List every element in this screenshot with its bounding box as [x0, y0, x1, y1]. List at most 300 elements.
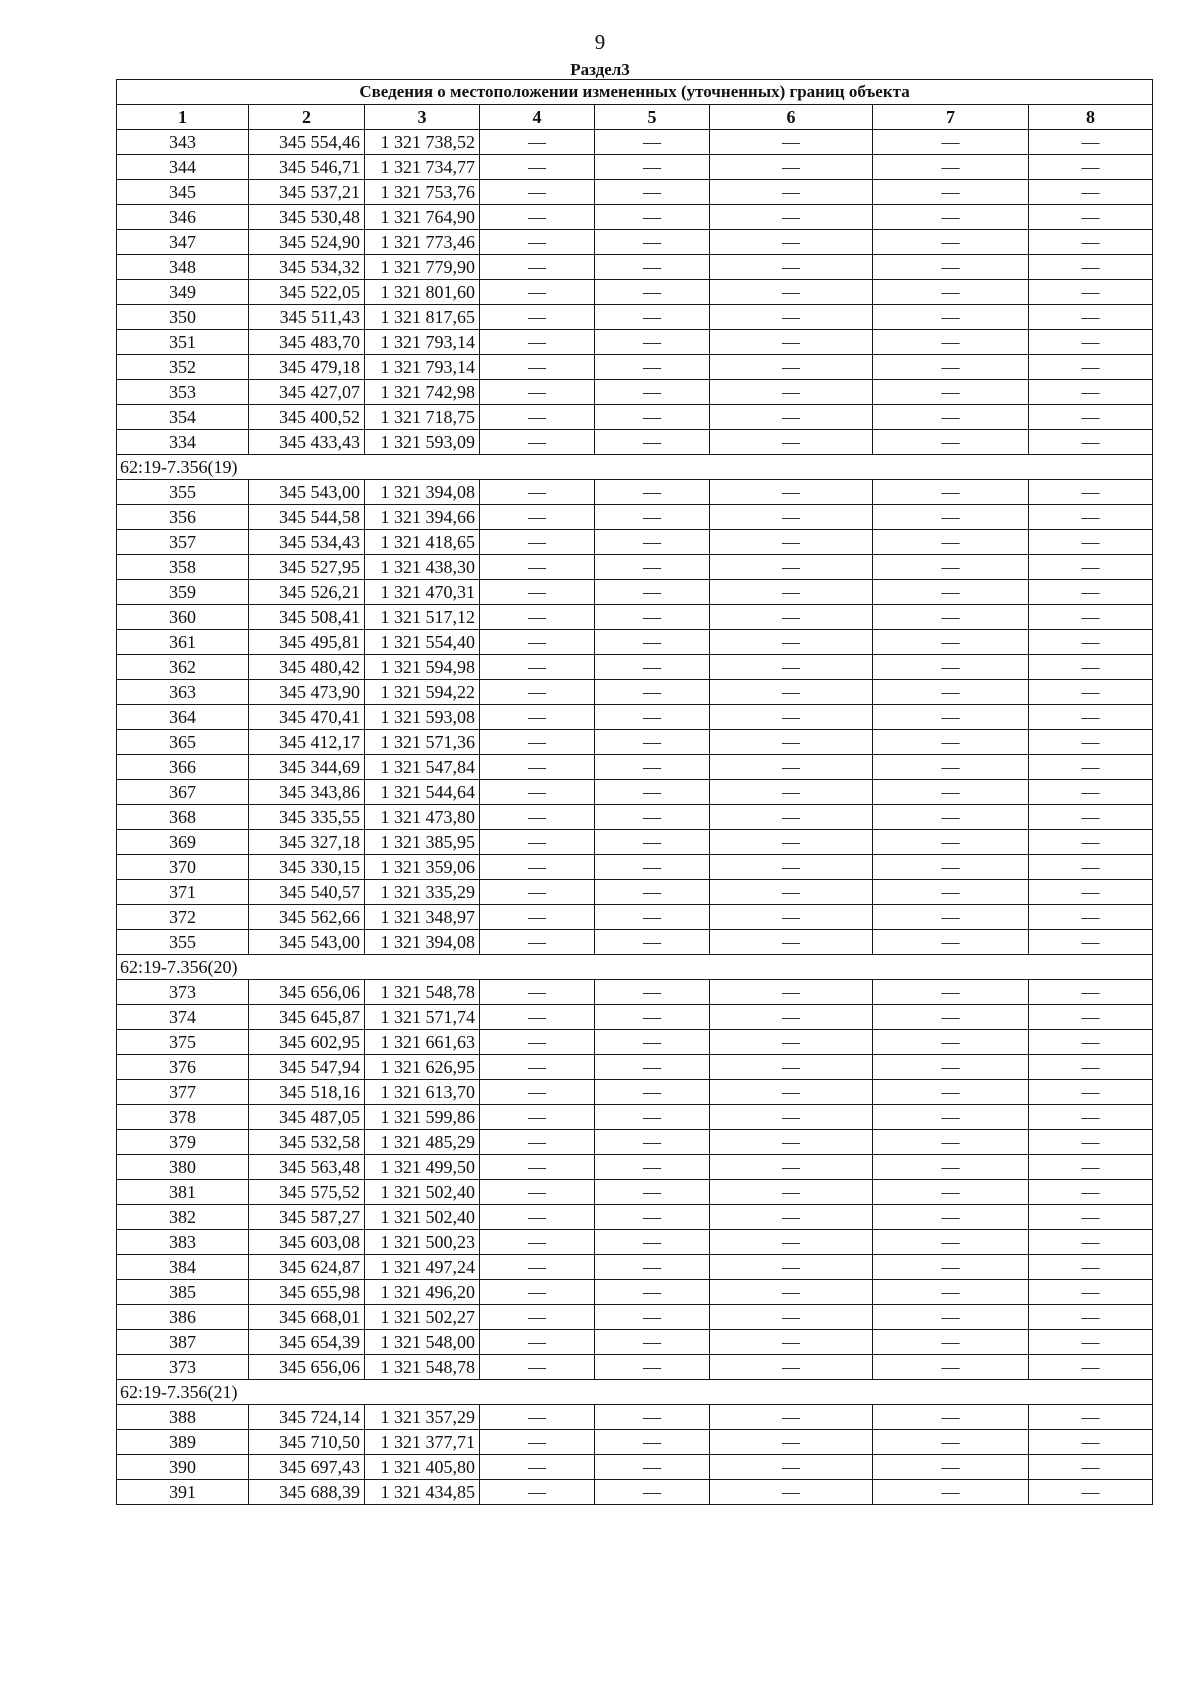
empty-dash-cell: — [480, 805, 595, 830]
y-coordinate: 1 321 742,98 [365, 380, 480, 405]
y-coordinate: 1 321 485,29 [365, 1130, 480, 1155]
x-coordinate: 345 495,81 [249, 630, 365, 655]
empty-dash-cell: — [480, 505, 595, 530]
empty-dash-cell: — [710, 1230, 873, 1255]
point-number: 344 [117, 155, 249, 180]
point-number: 383 [117, 1230, 249, 1255]
y-coordinate: 1 321 734,77 [365, 155, 480, 180]
empty-dash-cell: — [480, 555, 595, 580]
empty-dash-cell: — [710, 880, 873, 905]
table-row [117, 1205, 1153, 1230]
empty-dash-cell: — [710, 255, 873, 280]
empty-dash-cell: — [480, 1255, 595, 1280]
empty-dash-cell: — [595, 1005, 710, 1030]
point-number: 348 [117, 255, 249, 280]
point-number: 388 [117, 1405, 249, 1430]
y-coordinate: 1 321 613,70 [365, 1080, 480, 1105]
x-coordinate: 345 575,52 [249, 1180, 365, 1205]
empty-dash-cell: — [595, 405, 710, 430]
x-coordinate: 345 724,14 [249, 1405, 365, 1430]
empty-dash-cell: — [595, 130, 710, 155]
empty-dash-cell: — [1029, 280, 1153, 305]
empty-dash-cell: — [480, 1005, 595, 1030]
empty-dash-cell: — [1029, 205, 1153, 230]
empty-dash-cell: — [595, 1430, 710, 1455]
empty-dash-cell: — [873, 1005, 1029, 1030]
empty-dash-cell: — [873, 205, 1029, 230]
x-coordinate: 345 522,05 [249, 280, 365, 305]
empty-dash-cell: — [873, 1455, 1029, 1480]
point-number: 371 [117, 880, 249, 905]
x-coordinate: 345 473,90 [249, 680, 365, 705]
empty-dash-cell: — [873, 1030, 1029, 1055]
empty-dash-cell: — [710, 1480, 873, 1505]
empty-dash-cell: — [480, 1330, 595, 1355]
point-number: 368 [117, 805, 249, 830]
point-number: 361 [117, 630, 249, 655]
empty-dash-cell: — [710, 280, 873, 305]
y-coordinate: 1 321 718,75 [365, 405, 480, 430]
y-coordinate: 1 321 502,40 [365, 1205, 480, 1230]
x-coordinate: 345 562,66 [249, 905, 365, 930]
empty-dash-cell: — [1029, 605, 1153, 630]
y-coordinate: 1 321 500,23 [365, 1230, 480, 1255]
empty-dash-cell: — [480, 1355, 595, 1380]
empty-dash-cell: — [873, 130, 1029, 155]
empty-dash-cell: — [1029, 355, 1153, 380]
point-number: 349 [117, 280, 249, 305]
table-row [117, 380, 1153, 405]
empty-dash-cell: — [710, 1180, 873, 1205]
empty-dash-cell: — [1029, 680, 1153, 705]
empty-dash-cell: — [1029, 1255, 1153, 1280]
table-row [117, 930, 1153, 955]
x-coordinate: 345 508,41 [249, 605, 365, 630]
empty-dash-cell: — [1029, 130, 1153, 155]
point-number: 375 [117, 1030, 249, 1055]
x-coordinate: 345 554,46 [249, 130, 365, 155]
table-row [117, 980, 1153, 1005]
y-coordinate: 1 321 544,64 [365, 780, 480, 805]
table-row [117, 905, 1153, 930]
table-row [117, 1430, 1153, 1455]
empty-dash-cell: — [1029, 505, 1153, 530]
point-number: 353 [117, 380, 249, 405]
empty-dash-cell: — [1029, 1480, 1153, 1505]
point-number: 366 [117, 755, 249, 780]
empty-dash-cell: — [873, 830, 1029, 855]
table-row [117, 1455, 1153, 1480]
empty-dash-cell: — [595, 680, 710, 705]
empty-dash-cell: — [1029, 1280, 1153, 1305]
empty-dash-cell: — [1029, 155, 1153, 180]
y-coordinate: 1 321 817,65 [365, 305, 480, 330]
empty-dash-cell: — [873, 630, 1029, 655]
empty-dash-cell: — [710, 1105, 873, 1130]
empty-dash-cell: — [710, 430, 873, 455]
empty-dash-cell: — [595, 430, 710, 455]
y-coordinate: 1 321 547,84 [365, 755, 480, 780]
y-coordinate: 1 321 502,27 [365, 1305, 480, 1330]
empty-dash-cell: — [1029, 930, 1153, 955]
table-title: Сведения о местоположении измененных (уточненных) границ объекта [117, 80, 1153, 105]
x-coordinate: 345 470,41 [249, 705, 365, 730]
empty-dash-cell: — [710, 1205, 873, 1230]
empty-dash-cell: — [595, 1205, 710, 1230]
empty-dash-cell: — [595, 280, 710, 305]
empty-dash-cell: — [595, 655, 710, 680]
table-title-row [117, 80, 1153, 105]
empty-dash-cell: — [873, 1130, 1029, 1155]
empty-dash-cell: — [595, 1030, 710, 1055]
empty-dash-cell: — [873, 405, 1029, 430]
empty-dash-cell: — [480, 1055, 595, 1080]
y-coordinate: 1 321 405,80 [365, 1455, 480, 1480]
empty-dash-cell: — [595, 805, 710, 830]
point-number: 379 [117, 1130, 249, 1155]
empty-dash-cell: — [1029, 1055, 1153, 1080]
x-coordinate: 345 335,55 [249, 805, 365, 830]
empty-dash-cell: — [595, 1105, 710, 1130]
empty-dash-cell: — [873, 505, 1029, 530]
point-number: 390 [117, 1455, 249, 1480]
empty-dash-cell: — [480, 430, 595, 455]
table-row [117, 1330, 1153, 1355]
point-number: 373 [117, 980, 249, 1005]
y-coordinate: 1 321 779,90 [365, 255, 480, 280]
empty-dash-cell: — [873, 530, 1029, 555]
empty-dash-cell: — [480, 1305, 595, 1330]
empty-dash-cell: — [595, 1055, 710, 1080]
section-label: Раздел3 [570, 60, 630, 79]
empty-dash-cell: — [710, 755, 873, 780]
column-header: 3 [365, 105, 480, 130]
table-row [117, 730, 1153, 755]
empty-dash-cell: — [873, 980, 1029, 1005]
table-row [117, 705, 1153, 730]
empty-dash-cell: — [480, 705, 595, 730]
empty-dash-cell: — [595, 155, 710, 180]
empty-dash-cell: — [873, 705, 1029, 730]
empty-dash-cell: — [595, 855, 710, 880]
empty-dash-cell: — [595, 905, 710, 930]
y-coordinate: 1 321 497,24 [365, 1255, 480, 1280]
boundary-coordinates-table [116, 79, 1153, 1505]
point-number: 354 [117, 405, 249, 430]
empty-dash-cell: — [710, 480, 873, 505]
table-row [117, 555, 1153, 580]
empty-dash-cell: — [710, 1255, 873, 1280]
y-coordinate: 1 321 357,29 [365, 1405, 480, 1430]
empty-dash-cell: — [1029, 630, 1153, 655]
y-coordinate: 1 321 593,09 [365, 430, 480, 455]
point-number: 345 [117, 180, 249, 205]
empty-dash-cell: — [480, 1180, 595, 1205]
y-coordinate: 1 321 571,74 [365, 1005, 480, 1030]
empty-dash-cell: — [873, 680, 1029, 705]
point-number: 358 [117, 555, 249, 580]
y-coordinate: 1 321 738,52 [365, 130, 480, 155]
empty-dash-cell: — [595, 755, 710, 780]
y-coordinate: 1 321 548,78 [365, 980, 480, 1005]
x-coordinate: 345 534,43 [249, 530, 365, 555]
empty-dash-cell: — [480, 630, 595, 655]
empty-dash-cell: — [873, 730, 1029, 755]
empty-dash-cell: — [595, 305, 710, 330]
x-coordinate: 345 688,39 [249, 1480, 365, 1505]
x-coordinate: 345 483,70 [249, 330, 365, 355]
empty-dash-cell: — [595, 1255, 710, 1280]
empty-dash-cell: — [480, 880, 595, 905]
empty-dash-cell: — [480, 730, 595, 755]
empty-dash-cell: — [1029, 255, 1153, 280]
empty-dash-cell: — [595, 1305, 710, 1330]
empty-dash-cell: — [595, 730, 710, 755]
point-number: 360 [117, 605, 249, 630]
empty-dash-cell: — [710, 730, 873, 755]
group-row [117, 455, 1153, 480]
empty-dash-cell: — [1029, 980, 1153, 1005]
empty-dash-cell: — [710, 355, 873, 380]
table-row [117, 830, 1153, 855]
point-number: 350 [117, 305, 249, 330]
empty-dash-cell: — [710, 905, 873, 930]
x-coordinate: 345 487,05 [249, 1105, 365, 1130]
column-header-row [117, 105, 1153, 130]
empty-dash-cell: — [595, 830, 710, 855]
empty-dash-cell: — [480, 155, 595, 180]
column-header: 4 [480, 105, 595, 130]
empty-dash-cell: — [873, 1205, 1029, 1230]
empty-dash-cell: — [480, 605, 595, 630]
point-number: 355 [117, 930, 249, 955]
empty-dash-cell: — [710, 1330, 873, 1355]
empty-dash-cell: — [595, 605, 710, 630]
empty-dash-cell: — [1029, 380, 1153, 405]
empty-dash-cell: — [710, 1405, 873, 1430]
point-number: 343 [117, 130, 249, 155]
empty-dash-cell: — [710, 555, 873, 580]
empty-dash-cell: — [480, 255, 595, 280]
x-coordinate: 345 480,42 [249, 655, 365, 680]
table-row [117, 1080, 1153, 1105]
x-coordinate: 345 543,00 [249, 930, 365, 955]
table-row [117, 205, 1153, 230]
empty-dash-cell: — [595, 1080, 710, 1105]
y-coordinate: 1 321 661,63 [365, 1030, 480, 1055]
empty-dash-cell: — [480, 1430, 595, 1455]
empty-dash-cell: — [595, 705, 710, 730]
empty-dash-cell: — [873, 1230, 1029, 1255]
y-coordinate: 1 321 626,95 [365, 1055, 480, 1080]
empty-dash-cell: — [595, 555, 710, 580]
y-coordinate: 1 321 517,12 [365, 605, 480, 630]
x-coordinate: 345 645,87 [249, 1005, 365, 1030]
y-coordinate: 1 321 335,29 [365, 880, 480, 905]
point-number: 386 [117, 1305, 249, 1330]
empty-dash-cell: — [873, 380, 1029, 405]
empty-dash-cell: — [710, 1355, 873, 1380]
empty-dash-cell: — [480, 1405, 595, 1430]
y-coordinate: 1 321 418,65 [365, 530, 480, 555]
empty-dash-cell: — [710, 1080, 873, 1105]
empty-dash-cell: — [480, 1080, 595, 1105]
empty-dash-cell: — [480, 830, 595, 855]
empty-dash-cell: — [873, 580, 1029, 605]
point-number: 352 [117, 355, 249, 380]
empty-dash-cell: — [595, 1280, 710, 1305]
point-number: 334 [117, 430, 249, 455]
y-coordinate: 1 321 801,60 [365, 280, 480, 305]
table-row [117, 505, 1153, 530]
empty-dash-cell: — [480, 905, 595, 930]
point-number: 384 [117, 1255, 249, 1280]
y-coordinate: 1 321 599,86 [365, 1105, 480, 1130]
table-row [117, 655, 1153, 680]
empty-dash-cell: — [595, 780, 710, 805]
point-number: 363 [117, 680, 249, 705]
y-coordinate: 1 321 394,08 [365, 930, 480, 955]
table-row [117, 1155, 1153, 1180]
point-number: 365 [117, 730, 249, 755]
empty-dash-cell: — [710, 655, 873, 680]
table-row [117, 780, 1153, 805]
empty-dash-cell: — [873, 555, 1029, 580]
empty-dash-cell: — [595, 505, 710, 530]
y-coordinate: 1 321 385,95 [365, 830, 480, 855]
y-coordinate: 1 321 593,08 [365, 705, 480, 730]
point-number: 378 [117, 1105, 249, 1130]
point-number: 372 [117, 905, 249, 930]
empty-dash-cell: — [1029, 1155, 1153, 1180]
empty-dash-cell: — [595, 230, 710, 255]
empty-dash-cell: — [595, 1130, 710, 1155]
empty-dash-cell: — [710, 530, 873, 555]
empty-dash-cell: — [1029, 480, 1153, 505]
x-coordinate: 345 400,52 [249, 405, 365, 430]
empty-dash-cell: — [710, 180, 873, 205]
point-number: 367 [117, 780, 249, 805]
point-number: 380 [117, 1155, 249, 1180]
empty-dash-cell: — [710, 805, 873, 830]
empty-dash-cell: — [710, 705, 873, 730]
table-row [117, 880, 1153, 905]
x-coordinate: 345 543,00 [249, 480, 365, 505]
empty-dash-cell: — [710, 1005, 873, 1030]
point-number: 355 [117, 480, 249, 505]
x-coordinate: 345 540,57 [249, 880, 365, 905]
empty-dash-cell: — [873, 1155, 1029, 1180]
empty-dash-cell: — [1029, 655, 1153, 680]
empty-dash-cell: — [710, 1055, 873, 1080]
empty-dash-cell: — [480, 580, 595, 605]
empty-dash-cell: — [710, 1280, 873, 1305]
empty-dash-cell: — [1029, 1080, 1153, 1105]
y-coordinate: 1 321 438,30 [365, 555, 480, 580]
point-number: 373 [117, 1355, 249, 1380]
empty-dash-cell: — [595, 480, 710, 505]
empty-dash-cell: — [480, 1205, 595, 1230]
empty-dash-cell: — [480, 1280, 595, 1305]
empty-dash-cell: — [1029, 1230, 1153, 1255]
y-coordinate: 1 321 359,06 [365, 855, 480, 880]
empty-dash-cell: — [595, 180, 710, 205]
empty-dash-cell: — [873, 1305, 1029, 1330]
table-row [117, 1355, 1153, 1380]
empty-dash-cell: — [595, 255, 710, 280]
table-row [117, 480, 1153, 505]
x-coordinate: 345 602,95 [249, 1030, 365, 1055]
empty-dash-cell: — [595, 530, 710, 555]
empty-dash-cell: — [1029, 1355, 1153, 1380]
x-coordinate: 345 479,18 [249, 355, 365, 380]
empty-dash-cell: — [710, 1155, 873, 1180]
empty-dash-cell: — [873, 1330, 1029, 1355]
y-coordinate: 1 321 773,46 [365, 230, 480, 255]
empty-dash-cell: — [1029, 805, 1153, 830]
empty-dash-cell: — [480, 1130, 595, 1155]
table-row [117, 405, 1153, 430]
empty-dash-cell: — [710, 230, 873, 255]
empty-dash-cell: — [710, 780, 873, 805]
y-coordinate: 1 321 554,40 [365, 630, 480, 655]
empty-dash-cell: — [873, 1405, 1029, 1430]
empty-dash-cell: — [1029, 855, 1153, 880]
x-coordinate: 345 603,08 [249, 1230, 365, 1255]
empty-dash-cell: — [710, 680, 873, 705]
empty-dash-cell: — [873, 1480, 1029, 1505]
empty-dash-cell: — [595, 205, 710, 230]
x-coordinate: 345 656,06 [249, 980, 365, 1005]
x-coordinate: 345 427,07 [249, 380, 365, 405]
table-row [117, 755, 1153, 780]
empty-dash-cell: — [480, 855, 595, 880]
table-body [117, 130, 1153, 1505]
empty-dash-cell: — [873, 1180, 1029, 1205]
page-number: 9 [594, 30, 606, 54]
empty-dash-cell: — [873, 805, 1029, 830]
empty-dash-cell: — [1029, 580, 1153, 605]
empty-dash-cell: — [710, 405, 873, 430]
y-coordinate: 1 321 394,66 [365, 505, 480, 530]
x-coordinate: 345 524,90 [249, 230, 365, 255]
table-row [117, 130, 1153, 155]
empty-dash-cell: — [710, 630, 873, 655]
point-number: 377 [117, 1080, 249, 1105]
empty-dash-cell: — [480, 1155, 595, 1180]
column-header: 1 [117, 105, 249, 130]
empty-dash-cell: — [1029, 1130, 1153, 1155]
x-coordinate: 345 563,48 [249, 1155, 365, 1180]
empty-dash-cell: — [1029, 1205, 1153, 1230]
empty-dash-cell: — [710, 1455, 873, 1480]
x-coordinate: 345 343,86 [249, 780, 365, 805]
empty-dash-cell: — [595, 1155, 710, 1180]
empty-dash-cell: — [1029, 705, 1153, 730]
empty-dash-cell: — [480, 230, 595, 255]
point-number: 364 [117, 705, 249, 730]
empty-dash-cell: — [595, 1455, 710, 1480]
y-coordinate: 1 321 499,50 [365, 1155, 480, 1180]
y-coordinate: 1 321 571,36 [365, 730, 480, 755]
x-coordinate: 345 668,01 [249, 1305, 365, 1330]
empty-dash-cell: — [710, 1130, 873, 1155]
table-row [117, 355, 1153, 380]
point-number: 389 [117, 1430, 249, 1455]
empty-dash-cell: — [710, 305, 873, 330]
point-number: 356 [117, 505, 249, 530]
empty-dash-cell: — [480, 305, 595, 330]
